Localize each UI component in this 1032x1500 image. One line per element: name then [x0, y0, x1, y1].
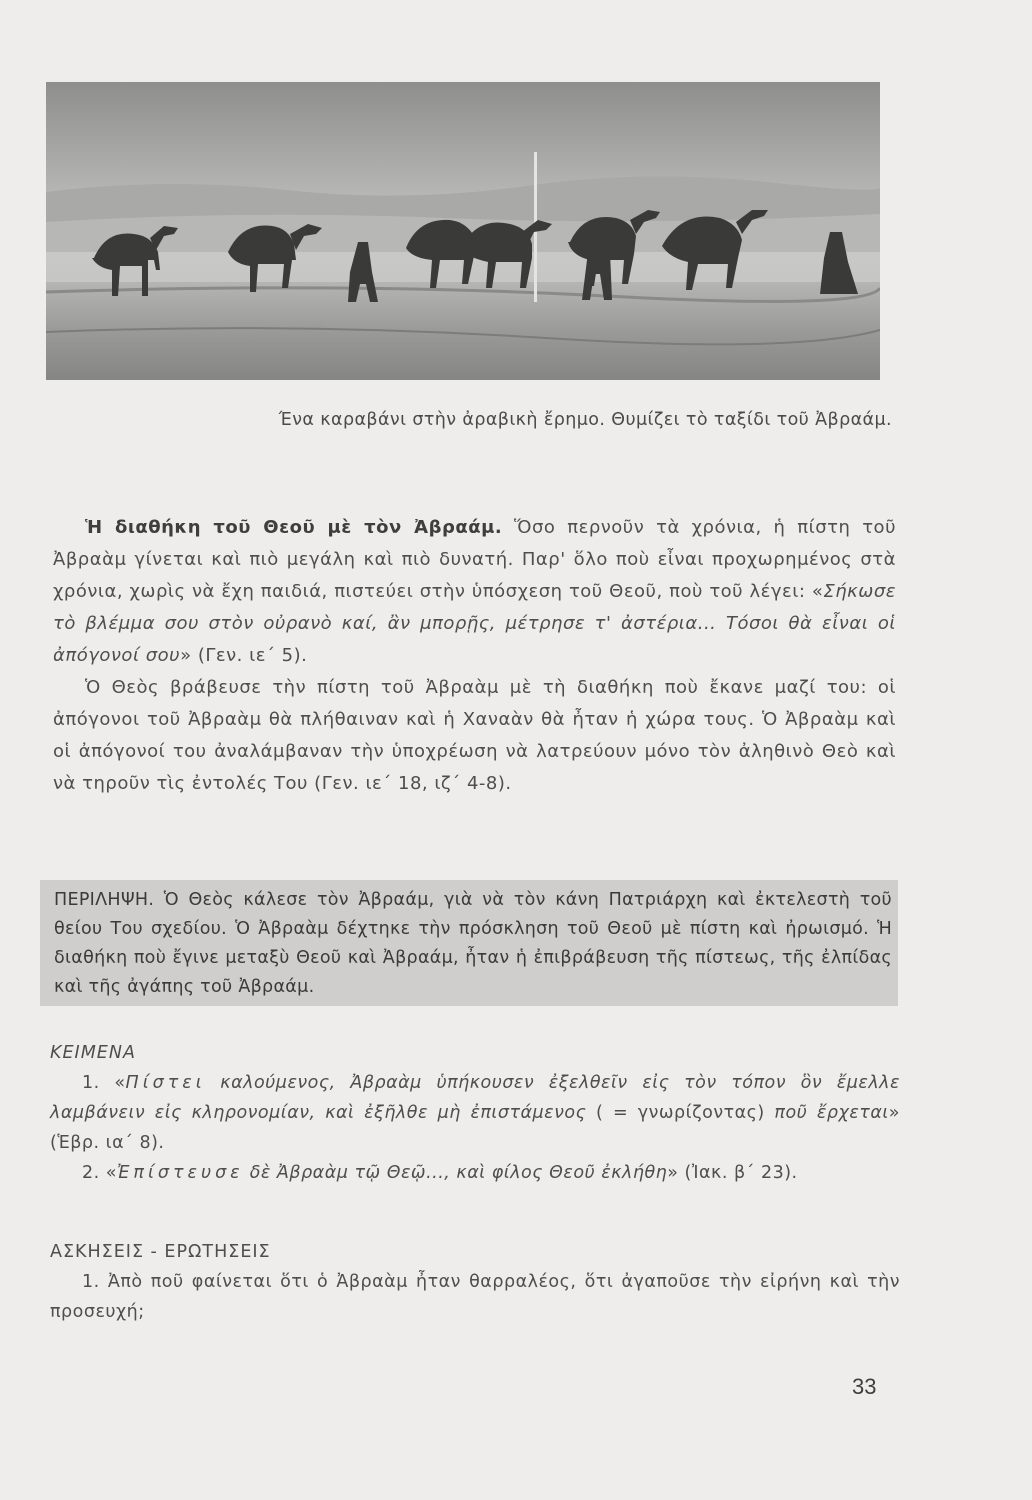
texts-item-2-text: δὲ Ἀβραὰμ τῷ Θεῷ..., καὶ φίλος Θεοῦ ἐκλήθη — [243, 1163, 668, 1183]
exercise-question-1: 1. Ἀπὸ ποῦ φαίνεται ὅτι ὁ Ἀβραὰμ ἦταν θαρραλέος, ὅτι ἀγαποῦσε τὴν εἰρήνη καὶ τὴν προσευχή; — [50, 1272, 900, 1322]
photo-caption: Ένα καραβάνι στὴν ἀραβικὴ ἔρημο. Θυμίζει τὸ ταξίδι τοῦ Ἀβραάμ. — [278, 410, 892, 430]
caravan-photo — [46, 82, 880, 380]
exercises-section — [50, 1237, 900, 1327]
texts-item-2-number: 2. « — [82, 1163, 117, 1183]
paragraph-1-ref: » (Γεν. ιε΄ 5). — [180, 645, 308, 666]
paragraph-1-text: Ὅσο περνοῦν τὰ χρόνια, ἡ πίστη τοῦ Ἀβραὰμ γίνεται καὶ πιὸ μεγάλη καὶ πιὸ δυνατή. Παρ' ὅλο ποὺ εἶναι προχωρημένος στὰ χρόνια, χωρὶς νὰ ἔχη παιδιά, πιστεύει στὴν ὑπόσχεση τοῦ Θεοῦ, ποὺ τοῦ λέγει: « — [53, 517, 896, 602]
texts-section — [50, 1038, 900, 1188]
paragraph-1-quote: Σήκωσε τὸ βλέμμα σου στὸν οὐρανὸ καί, ἂν μπορῇς, μέτρησε τ' ἀστέρια... Τόσοι θὰ εἶναι οἱ ἀπόγονοί σου — [53, 581, 896, 666]
exercises-heading: ΑΣΚΗΣΕΙΣ - ΕΡΩΤΗΣΕΙΣ — [50, 1242, 271, 1262]
texts-item-1-gloss: ( = γνωρίζοντας) — [586, 1103, 775, 1123]
summary-body: Ὁ Θεὸς κάλεσε τὸν Ἀβραάμ, γιὰ νὰ τὸν κάνη Πατριάρχη καὶ ἐκτελεστὴ τοῦ θείου Του σχεδίου. Ὁ Ἀβραὰμ δέχτηκε τὴν πρόσκληση τοῦ Θεοῦ μὲ πίστη καὶ ἠρωισμό. Ἡ διαθήκη ποὺ ἔγινε μεταξὺ Θεοῦ καὶ Ἀβραάμ, ἦταν ἡ ἐπιβράβευση τῆς πίστεως, τῆς ἐλπίδας καὶ τῆς ἀγάπης τοῦ Ἀβραάμ. — [54, 890, 892, 997]
texts-item-1-text: καλούμενος, Ἀβραὰμ ὑπήκουσεν ἐξελθεῖν εἰς τὸν τόπον ὃν ἔμελλε λαμβάνειν εἰς κληρονομίαν, καὶ ἐξῆλθε μὴ ἐπιστάμενος — [50, 1073, 900, 1123]
texts-item-1 — [50, 1068, 900, 1158]
texts-item-2-word: Ἐπίστευσε — [116, 1163, 244, 1183]
texts-item-1-number: 1. « — [82, 1073, 126, 1093]
paragraph-2: Ὁ Θεὸς βράβευσε τὴν πίστη τοῦ Ἀβραὰμ μὲ τὴ διαθήκη ποὺ ἔκανε μαζί του: οἱ ἀπόγονοι τοῦ Ἀβραὰμ θὰ πλήθαιναν καὶ ἡ Χαναὰν θὰ ἦταν ἡ χώρα τους. Ὁ Ἀβραὰμ καὶ οἱ ἀπόγονοί του ἀναλάμβαναν τὴν ὑποχρέωση νὰ λατρεύουν μόνο τὸν ἀληθινὸ Θεὸ καὶ νὰ τηροῦν τὶς ἐντολές Του (Γεν. ιε΄ 18, ιζ΄ 4-8). — [53, 677, 896, 794]
texts-item-1-end: ποῦ ἔρχεται — [774, 1103, 889, 1123]
main-text — [53, 512, 896, 800]
summary-text — [54, 886, 892, 1002]
section-heading: Ἡ διαθήκη τοῦ Θεοῦ μὲ τὸν Ἀβραάμ. — [85, 517, 503, 538]
texts-item-1-ref: » (Ἑβρ. ια΄ 8). — [50, 1103, 901, 1153]
page-number: 33 — [852, 1374, 877, 1399]
texts-item-2-ref: » (Ἰακ. β΄ 23). — [667, 1163, 798, 1183]
texts-item-1-word: Πίστει — [125, 1073, 206, 1093]
summary-label: ΠΕΡΙΛΗΨΗ. — [54, 890, 155, 910]
caravan-photo-image — [46, 82, 880, 380]
paragraph-1 — [53, 512, 896, 672]
texts-heading: ΚΕΙΜΕΝΑ — [50, 1043, 136, 1063]
texts-item-2 — [50, 1158, 900, 1188]
